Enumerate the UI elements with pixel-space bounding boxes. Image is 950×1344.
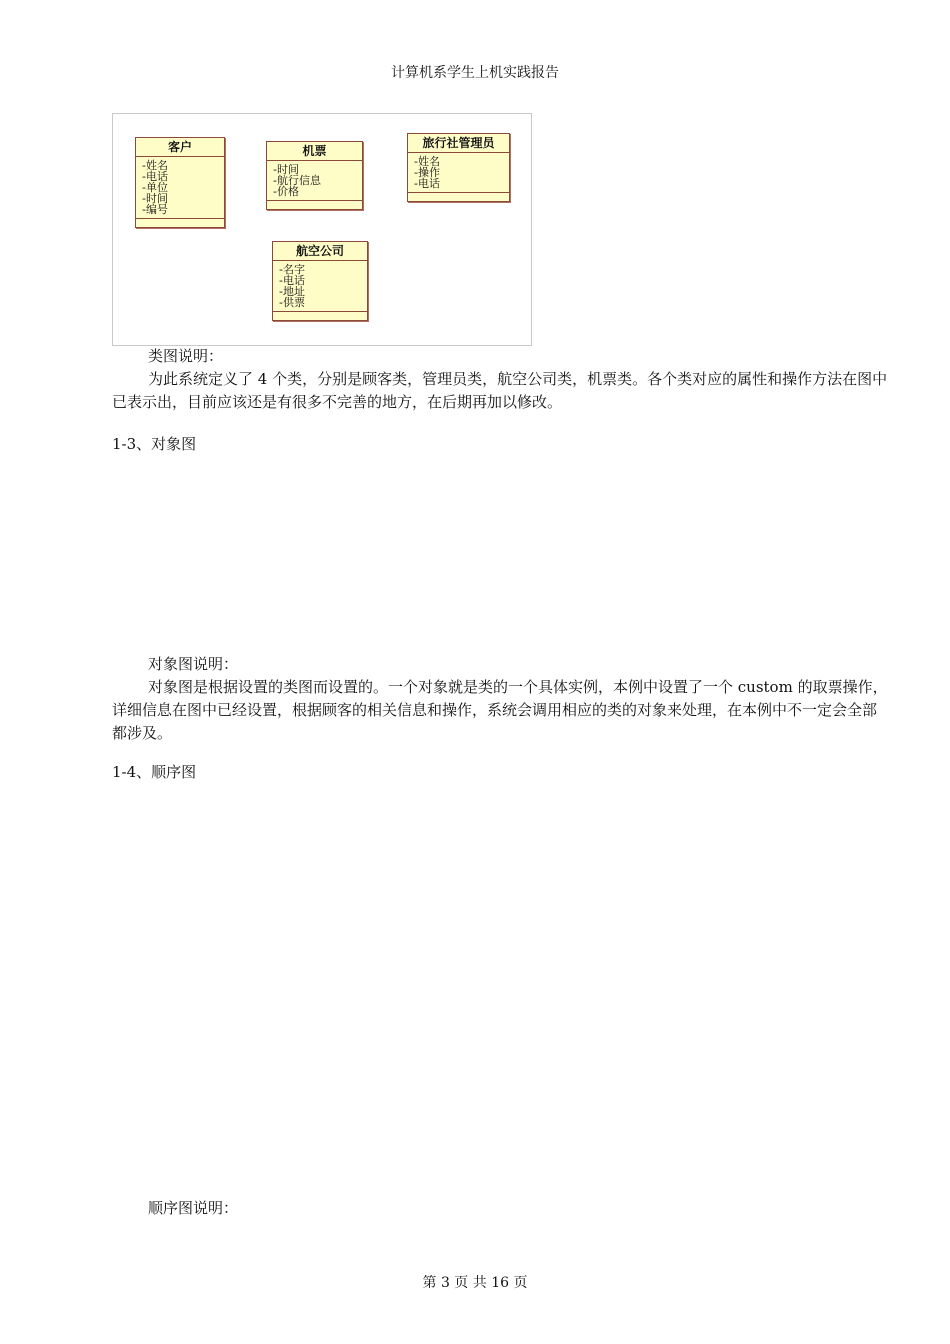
uml-class-operations [408, 193, 509, 201]
uml-attribute: -姓名 [142, 159, 168, 172]
uml-class-ticket [266, 141, 363, 210]
uml-attribute: -地址 [279, 285, 305, 298]
uml-attribute: -时间 [273, 163, 299, 176]
section-heading-sequence-diagram: 1-4、顺序图 [112, 763, 197, 781]
class-diagram-description: 为此系统定义了 4 个类，分别是顾客类，管理员类，航空公司类，机票类。各个类对应的属性和操作方法在图中已表示出，目前应该还是有很多不完善的地方，在后期再加以修改。 [112, 370, 888, 411]
uml-class-airline [272, 241, 368, 321]
uml-class-attributes [408, 153, 509, 193]
object-diagram-caption: 对象图说明： [148, 655, 239, 673]
uml-attribute: -价格 [273, 185, 299, 198]
uml-attribute: -姓名 [414, 155, 440, 168]
uml-class-agency-admin [407, 133, 510, 202]
uml-attribute: -供票 [279, 296, 305, 309]
uml-attribute: -单位 [142, 181, 168, 194]
uml-class-operations [136, 219, 224, 227]
uml-class-name: 航空公司 [273, 242, 367, 261]
uml-attribute: -电话 [142, 170, 168, 183]
uml-class-name: 旅行社管理员 [408, 134, 509, 153]
uml-class-customer [135, 137, 225, 228]
uml-attribute: -电话 [279, 274, 305, 287]
uml-attribute: -时间 [142, 192, 168, 205]
uml-attribute: -名字 [279, 263, 305, 276]
uml-class-name: 客户 [136, 138, 224, 157]
page-footer: 第 3 页 共 16 页 [422, 1275, 528, 1291]
uml-attribute: -编号 [142, 203, 168, 216]
class-diagram [112, 113, 532, 346]
class-diagram-caption: 类图说明： [148, 347, 224, 365]
uml-class-operations [273, 312, 367, 320]
uml-class-attributes [136, 157, 224, 219]
uml-attribute: -航行信息 [273, 174, 321, 187]
uml-attribute: -电话 [414, 177, 440, 190]
uml-class-name: 机票 [267, 142, 362, 161]
sequence-diagram-caption: 顺序图说明： [148, 1199, 239, 1217]
object-diagram-description: 对象图是根据设置的类图而设置的。一个对象就是类的一个具体实例，本例中设置了一个 custom 的取票操作，详细信息在图中已经设置，根据顾客的相关信息和操作，系统会调用相应的类的对象来处理，在本例中不一定会全部都涉及。 [112, 678, 888, 742]
uml-attribute: -操作 [414, 166, 440, 179]
uml-class-attributes [273, 261, 367, 312]
page-header: 计算机系学生上机实践报告 [391, 65, 559, 81]
uml-class-operations [267, 201, 362, 209]
section-heading-object-diagram: 1-3、对象图 [112, 435, 197, 453]
uml-class-attributes [267, 161, 362, 201]
